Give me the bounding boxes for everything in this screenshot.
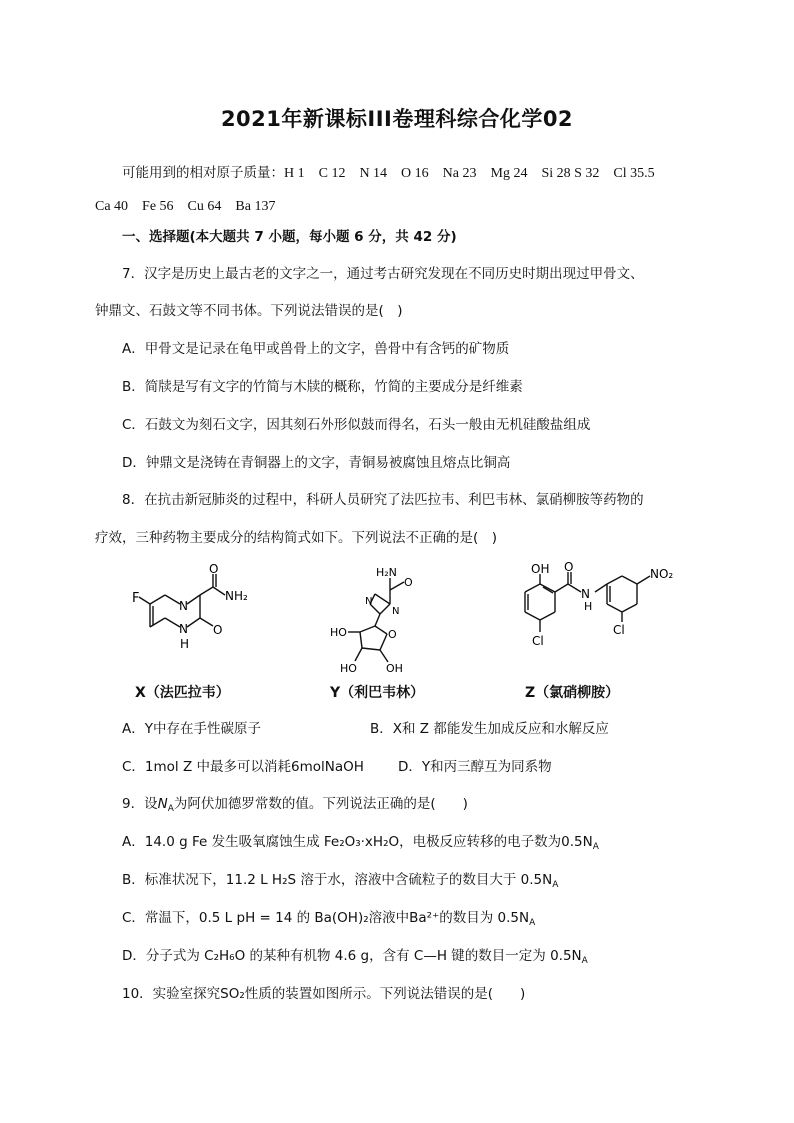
- q8-option-a: A．Y中存在手性碳原子: [122, 721, 261, 737]
- q7-option-a: A．甲骨文是记录在龟甲或兽骨上的文字，兽骨中有含钙的矿物质: [122, 341, 510, 357]
- q9-option-c-sub: A: [529, 918, 536, 928]
- y-atom-o: O: [404, 576, 413, 589]
- caption-z: Z（氯硝柳胺）: [525, 685, 620, 701]
- structure-x-favipiravir: [125, 562, 265, 662]
- q10-stem: 10．实验室探究SO₂性质的装置如图所示。下列说法错误的是( ): [122, 986, 526, 1002]
- y-atom-h2n: H₂N: [376, 566, 397, 579]
- q7-stem-line1: 7．汉字是历史上最古老的文字之一，通过考古研究发现在不同历史时期出现过甲骨文、: [122, 266, 644, 282]
- q8-option-d: D．Y和丙三醇互为同系物: [398, 759, 552, 775]
- z-atom-o: O: [564, 562, 574, 574]
- q9-na-subscript: A: [167, 804, 174, 814]
- q9-option-d-sub: A: [581, 956, 588, 966]
- q8-stem-line2: 疗效，三种药物主要成分的结构简式如下。下列说法不正确的是( ): [95, 530, 498, 546]
- q9-stem-suffix: 为阿伏加德罗常数的值。下列说法正确的是( ): [173, 796, 468, 812]
- q7-option-d: D．钟鼎文是浇铸在青铜器上的文字，青铜易被腐蚀且熔点比铜高: [122, 455, 511, 471]
- y-atom-n1: N: [365, 596, 373, 607]
- y-atom-ho1: HO: [330, 626, 347, 639]
- q7-option-c: C．石鼓文为刻石文字，因其刻石外形似鼓而得名，石头一般由无机硅酸盐组成: [122, 417, 591, 433]
- q9-stem-prefix: 9．设: [122, 796, 158, 812]
- q7-option-b: B．简牍是写有文字的竹简与木牍的概称，竹简的主要成分是纤维素: [122, 379, 523, 395]
- section-heading: 一、选择题(本大题共 7 小题，每小题 6 分，共 42 分): [122, 229, 457, 245]
- caption-x: X（法匹拉韦）: [135, 685, 230, 701]
- structure-y-ribavirin: [320, 556, 450, 686]
- y-atom-n2: N: [392, 606, 400, 617]
- q7-stem-line2: 钟鼎文、石鼓文等不同书体。下列说法错误的是( ): [95, 303, 403, 319]
- page-title: 2021年新课标III卷理科综合化学02: [220, 107, 574, 131]
- q9-option-c: [122, 906, 535, 926]
- q8-option-c: C．1mol Z 中最多可以消耗6molNaOH: [122, 759, 364, 775]
- y-atom-ho2: HO: [340, 662, 357, 675]
- q9-option-b-text: B．标准状况下，11.2 L H₂S 溶于水，溶液中含硫粒子的数目大于 0.5N: [122, 872, 553, 888]
- structure-z-niclosamide: [505, 562, 695, 672]
- x-atom-h: H: [180, 637, 190, 651]
- z-atom-n: N: [581, 587, 590, 601]
- q9-option-a-sub: A: [592, 842, 599, 852]
- q9-option-d-text: D．分子式为 C₂H₆O 的某种有机物 4.6 g，含有 C—H 键的数目一定为 0.5N: [122, 948, 582, 964]
- atomic-masses-line1: [122, 161, 655, 182]
- z-atom-oh: OH: [531, 562, 550, 576]
- atomic-masses-values: H 1 C 12 N 14 O 16 Na 23 Mg 24 Si 28 S 32 Cl 35.5: [284, 166, 655, 181]
- q9-option-d: [122, 944, 588, 964]
- x-atom-f: F: [132, 591, 140, 606]
- atomic-masses-line2: Ca 40 Fe 56 Cu 64 Ba 137: [95, 199, 276, 214]
- q8-option-b: B．X和 Z 都能发生加成反应和水解反应: [370, 721, 609, 737]
- q9-option-a: [122, 830, 599, 850]
- q8-stem-line1: 8．在抗击新冠肺炎的过程中，科研人员研究了法匹拉韦、利巴韦林、氯硝柳胺等药物的: [122, 492, 644, 508]
- z-atom-cl2: Cl: [532, 634, 544, 648]
- z-atom-cl1: Cl: [613, 623, 625, 637]
- x-atom-nh2: NH₂: [225, 589, 248, 603]
- y-atom-oh: OH: [386, 662, 403, 675]
- x-atom-o2: O: [213, 623, 223, 637]
- z-atom-h: H: [584, 600, 593, 613]
- q9-stem: [122, 792, 468, 812]
- z-atom-no2: NO₂: [650, 567, 674, 581]
- q9-na-symbol: N: [157, 796, 168, 812]
- q9-option-c-text: C．常温下，0.5 L pH = 14 的 Ba(OH)₂溶液中Ba²⁺的数目为 0.5N: [122, 910, 530, 926]
- x-atom-n1: N: [179, 599, 188, 613]
- y-atom-o-ring: O: [388, 628, 397, 641]
- x-atom-o1: O: [209, 562, 219, 576]
- atomic-masses-prefix: 可能用到的相对原子质量：: [122, 165, 284, 181]
- q9-option-b-sub: A: [552, 880, 559, 890]
- caption-y: Y（利巴韦林）: [330, 685, 425, 701]
- q9-option-b: [122, 868, 558, 888]
- x-atom-n2: N: [179, 622, 188, 636]
- q9-option-a-text: A．14.0 g Fe 发生吸氧腐蚀生成 Fe₂O₃·xH₂O，电极反应转移的电子数为0.5N: [122, 834, 593, 850]
